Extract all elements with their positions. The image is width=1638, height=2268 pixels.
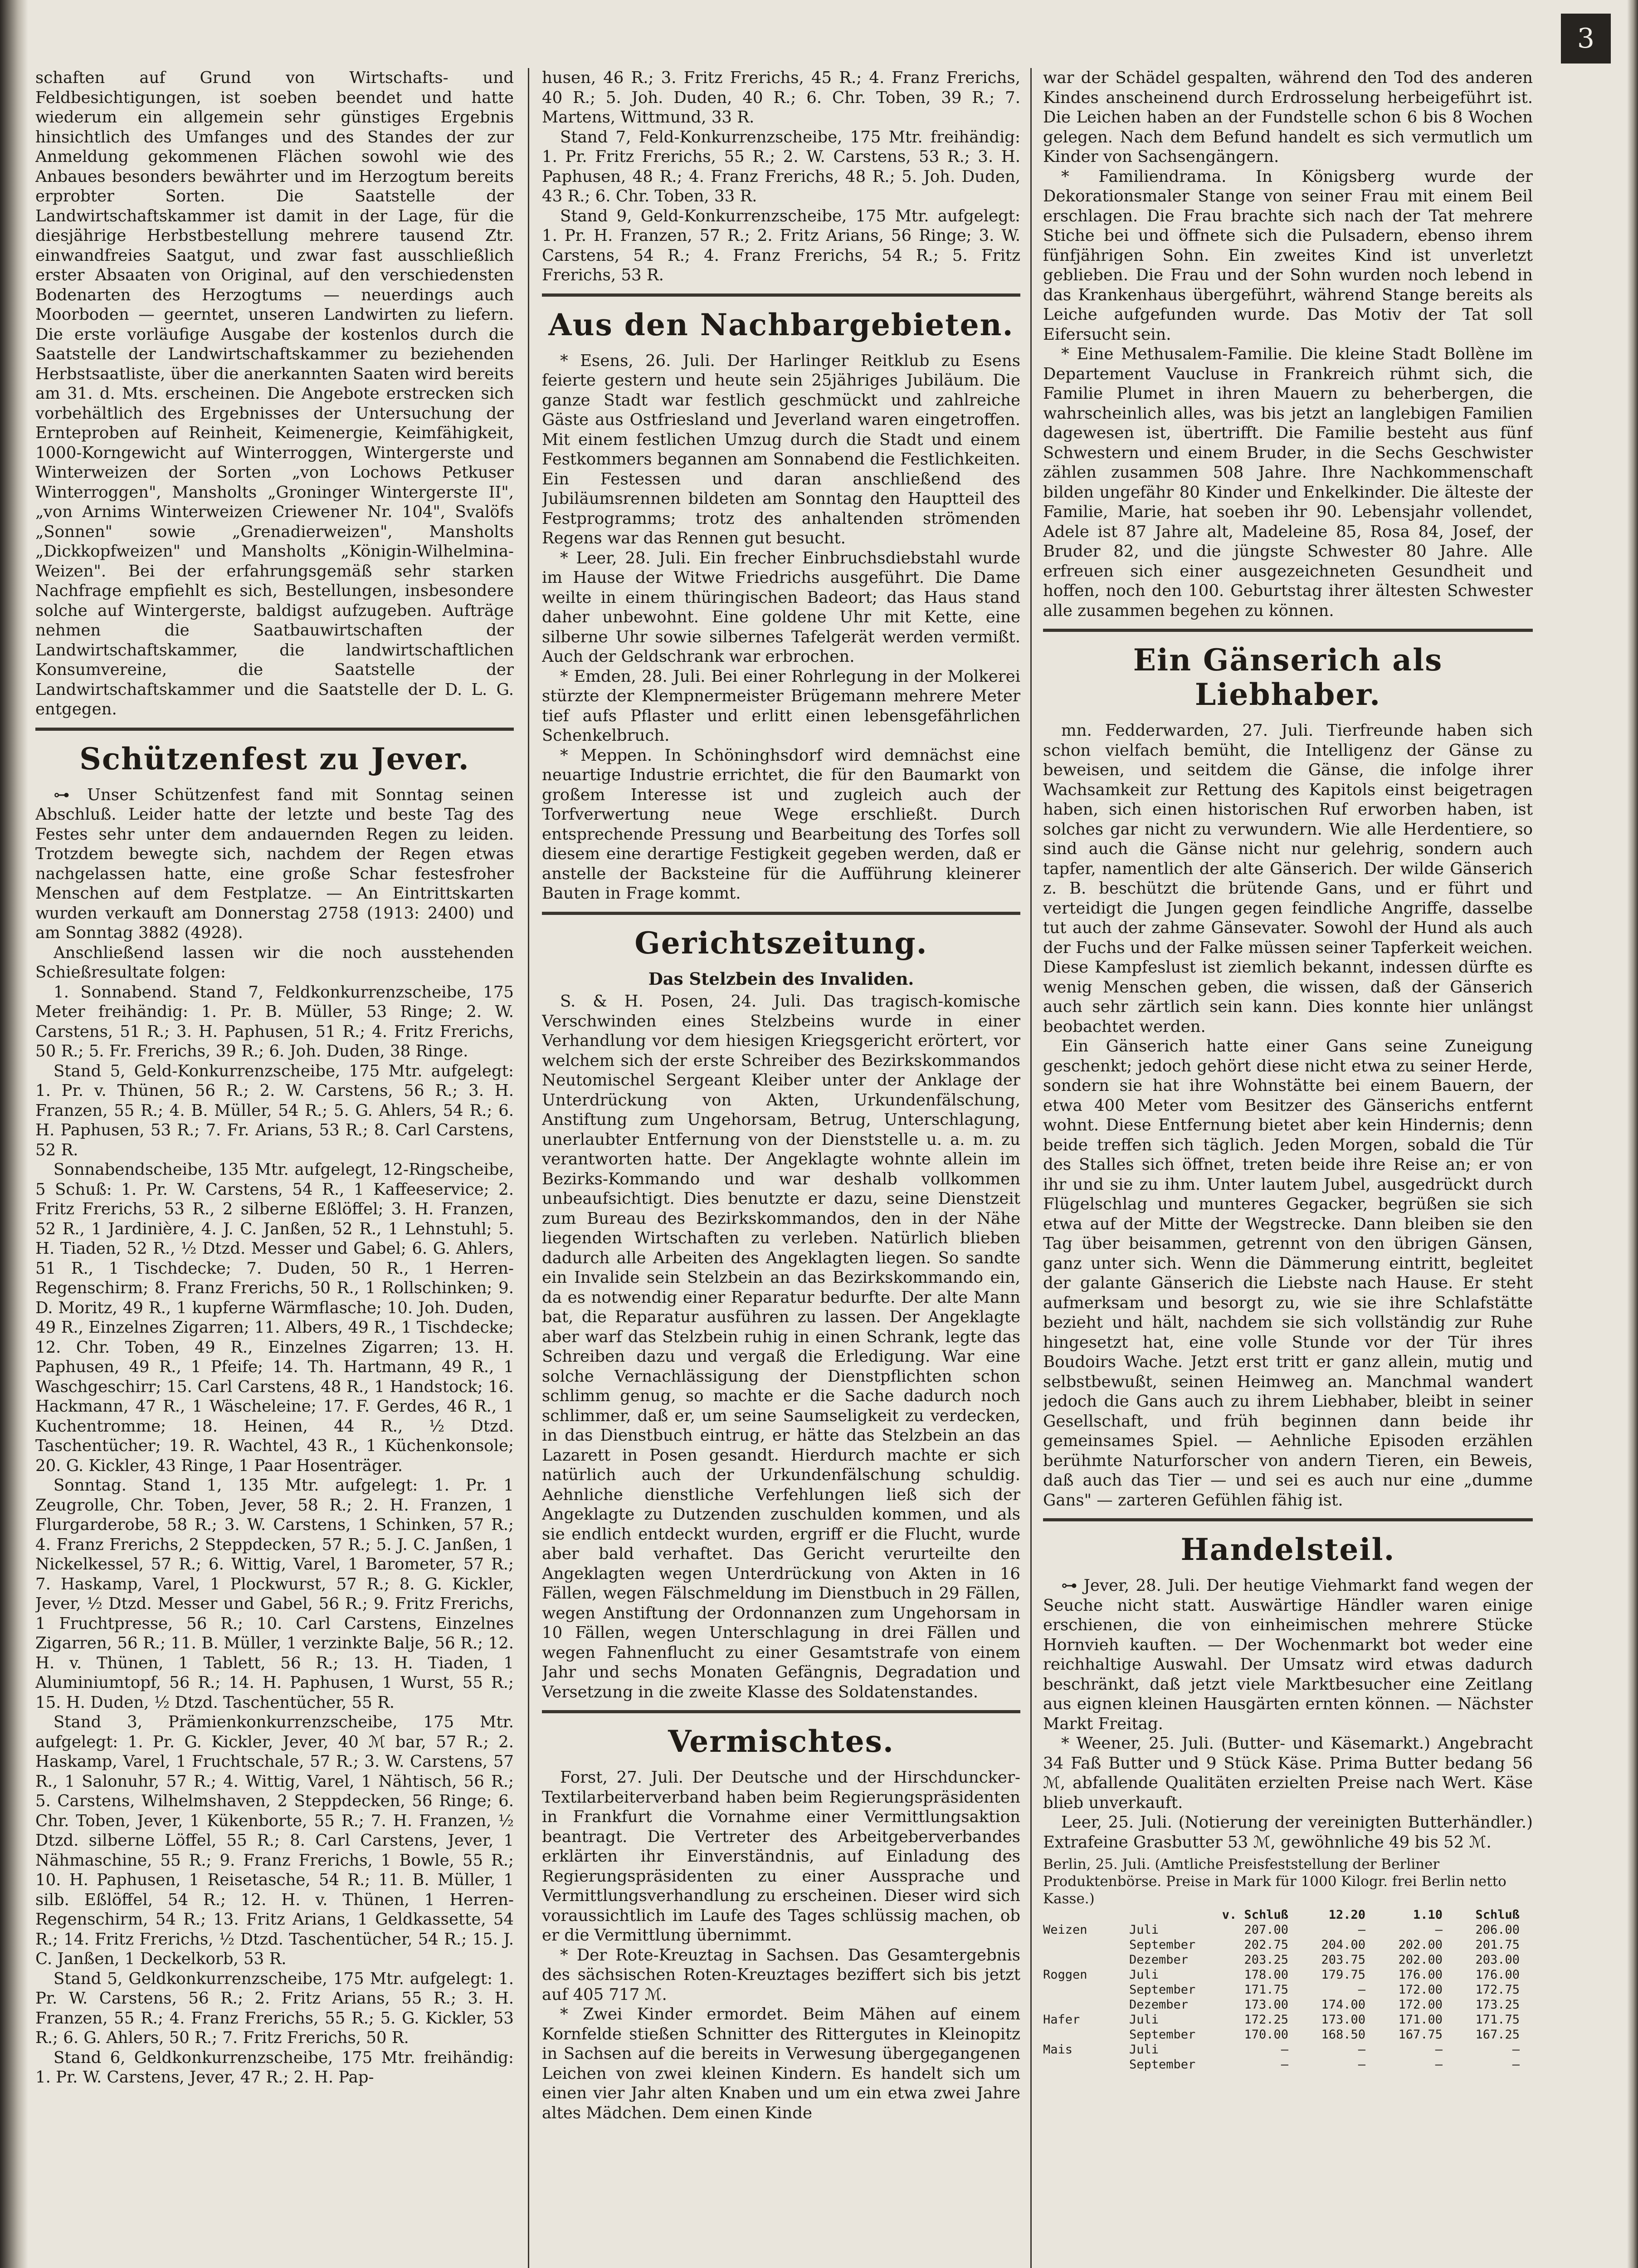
table-cell: Dezember	[1129, 1998, 1189, 2012]
table-cell: 173.25	[1475, 1998, 1520, 2012]
table-cell: 176.00	[1398, 1968, 1443, 1982]
table-cell: 172.00	[1398, 1998, 1443, 2012]
article-paragraph: Stand 9, Geld-Konkurrenzscheibe, 175 Mtr. aufgelegt: 1. Pr. H. Franzen, 57 R.; 2. Fritz Arians, 56 Ringe; 3. W. Carstens, 54 R.; 4. Franz Frerichs, 54 R.; 5. Fritz Frerichs, 53 R.	[542, 206, 1020, 284]
article-paragraph: Stand 5, Geld-Konkurrenzscheibe, 175 Mtr. aufgelegt: 1. Pr. v. Thünen, 56 R.; 2. W. Carstens, 56 R.; 3. H. Franzen, 55 R.; 4. B. Müller, 54 R.; 5. G. Ahlers, 54 R.; 6. H. Paphusen, 53 R.; 7. Fr. Arians, 53 R.; 8. Carl Carstens, 52 R.	[35, 1061, 514, 1159]
table-cell: 172.75	[1475, 1983, 1520, 1997]
table-cell: 203.75	[1321, 1953, 1365, 1967]
section-rule	[542, 1710, 1020, 1713]
table-cell: 202.00	[1398, 1938, 1443, 1952]
headline-nachbargebiete: Aus den Nachbargebieten.	[548, 307, 1014, 342]
article-familiendrama: * Familiendrama. In Königsberg wurde der Dekorationsmaler Stange von seiner Frau mit einem Beil erschlagen. Die Frau brachte sich nach der Tat mehrere Stiche bei und öffnete sich die Pulsadern, ebenso ihrem fünfjährigen Sohn. Ein zweites Kind ist unverletzt geblieben. Die Frau und der Sohn wurden noch lebend in das Krankenhaus übergeführt, während Stange bereits als Leiche aufgefunden wurde. Das Motiv der Tat soll Eifersucht sein.	[1043, 167, 1533, 344]
article-paragraph: war der Schädel gespalten, während den Tod des anderen Kindes anscheinend durch Erdrosselung herbeigeführt ist. Die Leichen haben an der Fundstelle schon 6 bis 8 Wochen gelegen. Nach dem Befund handelt es sich vermutlich um Kinder von Sachsengängern.	[1043, 68, 1533, 166]
headline-schuetzenfest: Schützenfest zu Jever.	[79, 741, 470, 777]
table-cell: 167.25	[1475, 2028, 1520, 2042]
table-cell: 172.00	[1398, 1983, 1443, 1997]
column-header: Schluß	[1475, 1908, 1520, 1922]
table-cell	[1043, 1982, 1129, 1997]
column-header: 1.10	[1413, 1908, 1443, 1922]
table-cell: —	[1358, 1923, 1365, 1937]
table-cell: September	[1129, 2058, 1196, 2072]
column-1	[35, 68, 514, 2268]
article-leer: * Leer, 28. Juli. Ein frecher Einbruchsdiebstahl wurde im Hause der Witwe Friedrichs ausgeführt. Die Dame weilte in einem thüringischen Badeort; das Haus stand daher unbewohnt. Eine goldene Uhr mit Kette, eine silberne Uhr sowie silbernes Tafelgerät werden vermißt. Auch der Geldschrank war erbrochen.	[542, 548, 1020, 666]
column-divider	[528, 68, 529, 2268]
article-fedderwarden: mn. Fedderwarden, 27. Juli. Tierfreunde haben sich schon vielfach bemüht, die Intelligenz der Gänse zu beweisen, und seitdem die Gänse, die infolge ihrer Wachsamkeit zur Rettung des Kapitols einst beigetragen haben, sich einen historischen Ruf erworben haben, ist solches gar nicht zu verwundern. Wie alle Herdentiere, so sind auch die Gänse nicht nur gelehrig, sondern auch tapfer, namentlich der alte Gänserich. Der wilde Gänserich z. B. beschützt die brütende Gans, und er führt und verteidigt die Jungen gegen feindliche Angriffe, dasselbe tut auch der zahme Gänsevater. Sowohl der Hund als auch der Fuchs und der Falke müssen seiner Tapferkeit weichen. Diese Kampfeslust ist ziemlich bekannt, indessen dürfte es wenig Menschen geben, die wissen, daß der Gänserich auch sehr zärtlich sein kann. Dies konnte hier unlängst beobachtet werden.	[1043, 721, 1533, 1036]
table-cell: Roggen	[1043, 1968, 1087, 1982]
table-cell: 173.00	[1321, 2013, 1365, 2027]
table-cell: Weizen	[1043, 1923, 1087, 1937]
table-cell: 173.00	[1244, 1998, 1288, 2012]
table-cell: Juli	[1129, 2043, 1159, 2057]
article-paragraph: Ein Gänserich hatte einer Gans seine Zuneigung geschenkt; jedoch gehört diese nicht etwa zu seiner Herde, sondern sie hat ihre Wohnstätte bei einem Bauern, der etwa 400 Meter vom Besitzer des Gänserichs entfernt wohnt. Diese Entfernung bietet aber kein Hindernis; denn beide treffen sich täglich. Jeden Morgen, sobald die Tür des Stalles sich öffnet, treten beide ihre Reise an; er von ihr und sie zu ihm. Unter lautem Jubel, ausgedrückt durch Flügelschlag und munteres Gegacker, begrüßen sie sich etwa auf der Mitte der Wegstrecke. Dann bleiben sie den Tag über beisammen, getrennt von den übrigen Gänsen, ganz unter sich. Wenn die Dämmerung eintritt, begleitet der galante Gänserich die Liebste nach Hause. Er steht aufmerksam und besorgt zu, wie sie ihre Schlafstätte bezieht und hält, nachdem sie sich vollständig zur Ruhe hingesetzt hat, eine volle Stunde vor der Tür ihres Boudoirs Wache. Jetzt erst tritt er ganz allein, mutig und selbstbewußt, seinen Heimweg an. Manchmal wandert jedoch die Gans auch zu ihrem Liebhaber, bleibt in seiner Gesellschaft, und früh beginnen dann beide ihr gemeinsames Spiel. — Aehnliche Episoden erzählen berühmte Naturforscher von andern Tieren, ein Beweis, daß auch das Tier — und sei es auch nur eine „dumme Gans" — zarteren Gefühlen fähig ist.	[1043, 1037, 1533, 1510]
table-cell: 168.50	[1321, 2028, 1365, 2042]
table-cell: September	[1129, 1938, 1196, 1952]
column-2	[542, 68, 1020, 2268]
market-table-body	[1043, 1922, 1533, 2072]
article-paragraph: ⊶ Unser Schützenfest fand mit Sonntag seinen Abschluß. Leider hatte der letzte und beste Tag des Festes sehr unter dem andauernden Regen zu leiden. Trotzdem bewegte sich, nachdem der Regen etwas nachgelassen hatte, eine große Schar festesfroher Menschen auf dem Festplatze. — An Eintrittskarten wurden verkauft am Donnerstag 2758 (1913: 2400) und am Sonntag 3882 (4928).	[35, 785, 514, 942]
article-emden: * Emden, 28. Juli. Bei einer Rohrlegung in der Molkerei stürzte der Klempnermeister Brügemann mehrere Meter tief aufs Pflaster und erlitt einen lebensgefährlichen Schenkelbruch.	[542, 667, 1020, 745]
table-cell	[1043, 1997, 1129, 2012]
table-cell: —	[1435, 1923, 1443, 1937]
article-meppen: * Meppen. In Schöninghsdorf wird demnächst eine neuartige Industrie errichtet, die für den Baumarkt von großem Interesse ist und zugleich auch der Torfverwertung neue Wege erschließt. Durch entsprechende Pressung und Bearbeitung des Torfes soll diesem eine derartige Festigkeit gegeben werden, daß er anstelle der Backsteine für die Aufführung kleinerer Bauten in Frage kommt.	[542, 746, 1020, 903]
column-divider	[1030, 68, 1032, 2268]
table-cell: 171.75	[1244, 1983, 1288, 1997]
table-cell: 170.00	[1244, 2028, 1288, 2042]
headline-handelsteil: Handelsteil.	[1180, 1532, 1395, 1567]
table-cell: Juli	[1129, 1923, 1159, 1937]
table-row	[1043, 2057, 1533, 2072]
table-cell: 207.00	[1244, 1923, 1288, 1937]
headline-gaenserich: Ein Gänserich als Liebhaber.	[1133, 642, 1443, 712]
table-cell: —	[1281, 2043, 1288, 2057]
table-cell	[1043, 2057, 1129, 2072]
section-rule	[1043, 1518, 1533, 1521]
section-rule	[35, 728, 514, 731]
table-cell: 171.00	[1398, 2013, 1443, 2027]
table-cell: 203.00	[1475, 1953, 1520, 1967]
table-cell: 174.00	[1321, 1998, 1365, 2012]
page-right-edge	[1627, 0, 1638, 2268]
article-jever-markt: ⊶ Jever, 28. Juli. Der heutige Viehmarkt fand wegen der Seuche nicht statt. Auswärtige Händler waren einige erschienen, die von einheimischen mehrere Stücke Hornvieh kauften. — Der Wochenmarkt bot weder eine reichhaltige Auswahl. Der Umsatz wird etwas dadurch beschränkt, daß jetzt viele Marktbesucher eine Zeitlang aus eignen kleinen Hausgärten ernten können. — Nächster Markt Freitag.	[1043, 1576, 1533, 1733]
column-3	[1043, 68, 1533, 2268]
table-cell: 176.00	[1475, 1968, 1520, 1982]
article-paragraph: Stand 3, Prämienkonkurrenzscheibe, 175 Mtr. aufgelegt: 1. Pr. G. Kickler, Jever, 40 ℳ bar, 57 R.; 2. Haskamp, Varel, 1 Fruchtschale, 57 R.; 3. W. Carstens, 57 R., 1 Salonuhr, 57 R.; 4. Wittig, Varel, 1 Nähtisch, 56 R.; 5. Carstens, Wilhelmshaven, 2 Steppdecken, 56 Ringe; 6. Chr. Toben, Jever, 1 Kükenborte, 55 R.; 7. H. Franzen, ½ Dtzd. silberne Löffel, 55 R.; 8. Carl Carstens, Jever, 1 Nähmaschine, 55 R.; 9. Franz Frerichs, 1 Bowle, 55 R.; 10. H. Paphusen, 1 Reisetasche, 54 R.; 11. B. Müller, 1 silb. Eßlöffel, 54 R.; 12. H. v. Thünen, 1 Herren-Regenschirm, 54 R.; 13. Fritz Arians, 1 Geldkassette, 54 R.; 14. Fritz Frerichs, ½ Dtzd. Taschentücher, 54 R.; 15. J. C. Janßen, 1 Deckelkorb, 53 R.	[35, 1713, 514, 1968]
table-cell: Hafer	[1043, 2013, 1080, 2027]
table-row	[1043, 1997, 1533, 2012]
table-cell: —	[1358, 1983, 1365, 1997]
table-cell: —	[1358, 2043, 1365, 2057]
table-cell: 203.25	[1244, 1953, 1288, 1967]
article-paragraph: Stand 5, Geldkonkurrenzscheibe, 175 Mtr. aufgelegt: 1. Pr. W. Carstens, 56 R.; 2. Fritz Arians, 55 R.; 3. H. Franzen, 55 R.; 4. Franz Frerichs, 55 R.; 5. G. Kickler, 53 R.; 6. G. Ahlers, 50 R.; 7. Fritz Frerichs, 50 R.	[35, 1969, 514, 2047]
table-cell: —	[1358, 2058, 1365, 2072]
table-cell	[1043, 1937, 1129, 1952]
table-cell: —	[1512, 2043, 1520, 2057]
table-cell: 204.00	[1321, 1938, 1365, 1952]
page-left-edge	[0, 0, 28, 2268]
table-row	[1043, 2027, 1533, 2042]
article-paragraph: Stand 7, Feld-Konkurrenzscheibe, 175 Mtr. freihändig: 1. Pr. Fritz Frerichs, 55 R.; 2. W. Carstens, 53 R.; 3. H. Paphusen, 48 R.; 4. Franz Frerichs, 48 R.; 5. Joh. Duden, 43 R.; 6. Chr. Toben, 33 R.	[542, 127, 1020, 205]
article-paragraph: 1. Sonnabend. Stand 7, Feldkonkurrenzscheibe, 175 Meter freihändig: 1. Pr. B. Müller, 53 Ringe; 2. W. Carstens, 51 R.; 3. H. Paphusen, 51 R.; 4. Fritz Frerichs, 50 R.; 5. Fr. Frerichs, 39 R.; 6. Joh. Duden, 38 Ringe.	[35, 982, 514, 1061]
table-cell: Dezember	[1129, 1953, 1189, 1967]
section-rule	[1043, 629, 1533, 632]
table-row	[1043, 1967, 1533, 1982]
subheadline-stelzbein: Das Stelzbein des Invaliden.	[648, 968, 914, 989]
table-cell: 206.00	[1475, 1923, 1520, 1937]
table-row	[1043, 2012, 1533, 2027]
page-number: 3	[1561, 14, 1611, 64]
table-cell: Juli	[1129, 2013, 1159, 2027]
table-row	[1043, 1922, 1533, 1937]
table-cell: 179.75	[1321, 1968, 1365, 1982]
table-cell: —	[1512, 2058, 1520, 2072]
article-paragraph: husen, 46 R.; 3. Fritz Frerichs, 45 R.; 4. Franz Frerichs, 40 R.; 5. Joh. Duden, 40 R.; 6. Chr. Toben, 39 R.; 7. Martens, Wittmund, 33 R.	[542, 68, 1020, 127]
table-row	[1043, 1952, 1533, 1967]
table-cell: 202.00	[1398, 1953, 1443, 1967]
column-header: 12.20	[1328, 1908, 1365, 1922]
headline-gerichtszeitung: Gerichtszeitung.	[634, 925, 928, 961]
table-cell: September	[1129, 2028, 1196, 2042]
market-table-heading: Berlin, 25. Juli. (Amtliche Preisfeststellung der Berliner Produktenbörse. Preise in Mark für 1000 Kilogr. frei Berlin netto Kasse.)	[1043, 1856, 1506, 1907]
market-quotation-table	[1043, 1856, 1533, 2072]
article-saatstelle: schaften auf Grund von Wirtschafts- und Feldbesichtigungen, ist soeben beendet und hatte wiederum ein allgemein sehr günstiges Ergebnis hinsichtlich des Umfanges und des Standes der zur Anmeldung gekommenen Flächen sowohl wie des Anbaues besonders bewährter und im Herzogtum bereits erprobter Sorten. Die Saatstelle der Landwirtschaftskammer ist damit in der Lage, für die diesjährige Herbstbestellung mehrere tausend Ztr. einwandfreies Saatgut, und zwar fast ausschließlich erster Absaaten von Original, auf den verschiedensten Bodenarten des Herzogtums — neuerdings auch Moorboden — geerntet, unseren Landwirten zu liefern. Die erste vorläufige Ausgabe der kostenlos durch die Saatstelle der Landwirtschaftskammer zu beziehenden Herbstsaatliste, über die anerkannten Saaten wird bereits am 31. d. Mts. erscheinen. Die Angebote erstrecken sich vorbehältlich des Ergebnisses der Untersuchung der Ernteproben auf Reinheit, Keimenergie, Keimfähigkeit, 1000-Korngewicht auf Winterroggen, Wintergerste und Winterweizen der Sorten „von Lochows Petkuser Winterroggen", Mansholts „Groninger Wintergerste II", „von Arnims Winterweizen Criewener Nr. 104", Svalöfs „Sonnen" sowie „Grenadierweizen", Mansholts „Dickkopfweizen" und Mansholts „Königin-Wilhelmina-Weizen". Bei der erfahrungsgemäß sehr starken Nachfrage empfiehlt es sich, Bestellungen, insbesondere solche auf Wintergerste, baldigst aufzugeben. Aufträge nehmen die Saatbauwirtschaften der Landwirtschaftskammer, die landwirtschaftlichen Konsumvereine, die Saatstelle der Landwirtschaftskammer und die Saatstelle der D. L. G. entgegen.	[35, 68, 514, 719]
section-rule	[542, 293, 1020, 297]
table-cell: —	[1281, 2058, 1288, 2072]
article-paragraph: Sonnabendscheibe, 135 Mtr. aufgelegt, 12-Ringscheibe, 5 Schuß: 1. Pr. W. Carstens, 54 R., 1 Kaffeeservice; 2. Fritz Frerichs, 53 R., 2 silberne Eßlöffel; 3. H. Franzen, 52 R., 1 Jardinière, 4. J. C. Janßen, 52 R., 1 Lehnstuhl; 5. H. Tiaden, 52 R., ½ Dtzd. Messer und Gabel; 6. G. Ahlers, 51 R., 1 Tischdecke; 7. Duden, 50 R., 1 Herren-Regenschirm; 8. Franz Frerichs, 50 R., 1 Rollschinken; 9. D. Moritz, 49 R., 1 kupferne Wärmflasche; 10. Joh. Duden, 49 R., Einzelnes Zigarren; 11. Albers, 49 R., 1 Tischdecke; 12. Chr. Toben, 49 R., Einzelnes Zigarren; 13. H. Paphusen, 49 R., 1 Pfeife; 14. Th. Hartmann, 49 R., 1 Waschgeschirr; 15. Carl Carstens, 48 R., 1 Handstock; 16. Hackmann, 47 R., 1 Wäscheleine; 17. F. Gerdes, 46 R., 1 Kuchentromme; 18. Heinen, 44 R., ½ Dtzd. Taschentücher; 19. R. Wachtel, 43 R., 1 Küchenkonsole; 20. G. Kickler, 43 Ringe, 1 Paar Hosenträger.	[35, 1160, 514, 1475]
article-weener: * Weener, 25. Juli. (Butter- und Käsemarkt.) Angebracht 34 Faß Butter und 9 Stück Käse. Prima Butter bedang 56 ℳ, abfallende Qualitäten erzielten Preise nach Wert. Käse blieb unverkauft.	[1043, 1734, 1533, 1812]
article-leer-butter: Leer, 25. Juli. (Notierung der vereinigten Butterhändler.) Extrafeine Grasbutter 53 ℳ, gewöhnliche 49 bis 52 ℳ.	[1043, 1813, 1533, 1852]
table-row	[1043, 2042, 1533, 2057]
article-posen: S. & H. Posen, 24. Juli. Das tragisch-komische Verschwinden eines Stelzbeins wurde in einer Verhandlung vor dem hiesigen Kriegsgericht erörtert, vor welchem sich der erste Schreiber des Bezirkskommandos Neutomischel Sergeant Kleiber unter der Anklage der Unterdrückung von Akten, Urkundenfälschung, Anstiftung zum Ungehorsam, Betrug, Unterschlagung, unerlaubter Entfernung von der Dienststelle u. a. m. zu verantworten hatte. Der Angeklagte wohnte allein im Bezirks-Kommando und war deshalb vollkommen unbeaufsichtigt. Dies benutzte er dazu, seine Dienstzeit zum Bureau des Bezirkskommandos, den in der Nähe liegenden Wirtschaften zu verleben. Natürlich blieben dadurch alle Arbeiten des Angeklagten liegen. So sandte ein Invalide sein Stelzbein an das Bezirkskommando ein, da es notwendig einer Reparatur bedurfte. Der alte Mann bat, die Reparatur ausführen zu lassen. Der Angeklagte aber warf das Stelzbein ruhig in einen Schrank, legte das Schreiben dazu und vergaß die Erledigung. War eine solche Vernachlässigung der Dienstpflichten schon schlimm genug, so machte er die Sache dadurch noch schlimmer, daß er, um seine Saumseligkeit zu verdecken, in das Dienstbuch eintrug, er hätte das Stelzbein an das Lazarett in Posen gesandt. Hierdurch machte er sich natürlich auch der Urkundenfälschung schuldig. Aehnliche dienstliche Verfehlungen ließ sich der Angeklagte zu Dutzenden zuschulden kommen, und als sie endlich entdeckt wurden, ergriff er die Flucht, wurde aber bald verhaftet. Das Gericht verurteilte den Angeklagten wegen Unterdrückung von Akten in 16 Fällen, wegen Fälschmeldung im Dienstbuch in 29 Fällen, wegen Anstiftung der Ordonnanzen zum Ungehorsam in 10 Fällen, wegen Unterschlagung in drei Fällen und wegen Fahnenflucht zu einer Gesamtstrafe von einem Jahr und sechs Monaten Gefängnis, Degradation und Versetzung in die zweite Klasse des Soldatenstandes.	[542, 992, 1020, 1701]
table-cell: 178.00	[1244, 1968, 1288, 1982]
table-cell: 171.75	[1475, 2013, 1520, 2027]
market-table-header	[1043, 1907, 1533, 1922]
table-cell: —	[1435, 2058, 1443, 2072]
article-methusalem: * Eine Methusalem-Familie. Die kleine Stadt Bollène im Departement Vaucluse in Frankreich rühmt sich, die Familie Plumet in ihren Mauern zu beherbergen, die wahrscheinlich alles, was bis jetzt an langlebigen Familien dagewesen ist, übertrifft. Die Familie besteht aus fünf Schwestern und einem Bruder, in die Sechs Geschwister zählen zusammen 508 Jahre. Ihre Nachkommenschaft bilden ungefähr 80 Kinder und Enkelkinder. Die älteste der Familie, Marie, hat soeben ihr 90. Lebensjahr vollendet, Adele ist 87 Jahre alt, Madeleine 85, Rosa 84, Josef, der Bruder 82, und die jüngste Schwester 80 Jahre. Alle erfreuen sich einer ausgezeichneten Gesundheit und hoffen, noch den 100. Geburtstag ihrer ältesten Schwester alle zusammen begehen zu können.	[1043, 345, 1533, 620]
article-rotekreuz: * Der Rote-Kreuztag in Sachsen. Das Gesamtergebnis des sächsischen Roten-Kreuztages beziffert sich bis jetzt auf 405 717 ℳ.	[542, 1945, 1020, 2004]
article-forst: Forst, 27. Juli. Der Deutsche und der Hirschduncker-Textilarbeiterverband haben beim Regierungspräsidenten in Frankfurt die Vornahme einer Vermittlungsaktion beantragt. Die Vertreter des Arbeitgeberverbandes erklärten ihr Einverständnis, auf Einladung des Regierungspräsidenten zu einer Aussprache und Vermittlungsverhandlung zu erscheinen. Dieser wird sich voraussichtlich im Laufe des Tages schlüssig machen, ob er die Vermittlung übernimmt.	[542, 1768, 1020, 1945]
table-cell: 167.75	[1398, 2028, 1443, 2042]
headline-vermischtes: Vermischtes.	[668, 1724, 894, 1759]
table-cell: 172.25	[1244, 2013, 1288, 2027]
table-row	[1043, 1937, 1533, 1952]
table-row	[1043, 1982, 1533, 1997]
section-rule	[542, 912, 1020, 915]
table-cell: 202.75	[1244, 1938, 1288, 1952]
article-paragraph: Sonntag. Stand 1, 135 Mtr. aufgelegt: 1. Pr. 1 Zeugrolle, Chr. Toben, Jever, 58 R.; 2. H. Franzen, 1 Flurgarderobe, 58 R.; 3. W. Carstens, 1 Schinken, 57 R.; 4. Franz Frerichs, 2 Steppdecken, 57 R.; 5. J. C. Janßen, 1 Nickelkessel, 57 R.; 6. Wittig, Varel, 1 Barometer, 57 R.; 7. Haskamp, Varel, 1 Plockwurst, 57 R.; 8. G. Kickler, Jever, ½ Dtzd. Messer und Gabel, 56 R.; 9. Fritz Frerichs, 1 Fruchtpresse, 56 R.; 10. Carl Carstens, Einzelnes Zigarren, 56 R.; 11. B. Müller, 1 verzinkte Balje, 56 R.; 12. H. v. Thünen, 1 Tablett, 56 R.; 13. H. Tiaden, 1 Aluminiumtopf, 56 R.; 14. H. Paphusen, 1 Wurst, 55 R.; 15. H. Duden, ½ Dtzd. Taschentücher, 55 R.	[35, 1476, 514, 1712]
article-paragraph: Anschließend lassen wir die noch ausstehenden Schießresultate folgen:	[35, 943, 514, 982]
table-cell	[1043, 1952, 1129, 1967]
table-cell	[1043, 2027, 1129, 2042]
table-cell: —	[1435, 2043, 1443, 2057]
article-zwei-kinder: * Zwei Kinder ermordet. Beim Mähen auf einem Kornfelde stießen Schnitter des Rittergutes in Kleinopitz in Sachsen auf die bereits in Verwesung übergegangenen Leichen von zwei kleinen Kindern. Es handelt sich um einen vier Jahr alten Knaben und um ein etwa zwei Jahre altes Mädchen. Dem einen Kinde	[542, 2005, 1020, 2122]
table-cell: 201.75	[1475, 1938, 1520, 1952]
article-paragraph: Stand 6, Geldkonkurrenzscheibe, 175 Mtr. freihändig: 1. Pr. W. Carstens, Jever, 47 R.; 2. H. Pap-	[35, 2048, 514, 2087]
column-header: v. Schluß	[1222, 1908, 1288, 1922]
table-cell: Mais	[1043, 2043, 1073, 2057]
table-cell: Juli	[1129, 1968, 1159, 1982]
article-esens: * Esens, 26. Juli. Der Harlinger Reitklub zu Esens feierte gestern und heute sein 25jähriges Jubiläum. Die ganze Stadt war festlich geschmückt und zahlreiche Gäste aus Ostfriesland und Jeverland waren eingetroffen. Mit einem festlichen Umzug durch die Stadt und einem Festkommers begannen am Sonnabend die Festlichkeiten. Ein Festessen und daran anschließend des Jubiläumsrennen bildeten am Sonntag den Hauptteil des Festprogramms; trotz des anhaltenden strömenden Regens war das Rennen gut besucht.	[542, 351, 1020, 547]
table-cell: September	[1129, 1983, 1196, 1997]
